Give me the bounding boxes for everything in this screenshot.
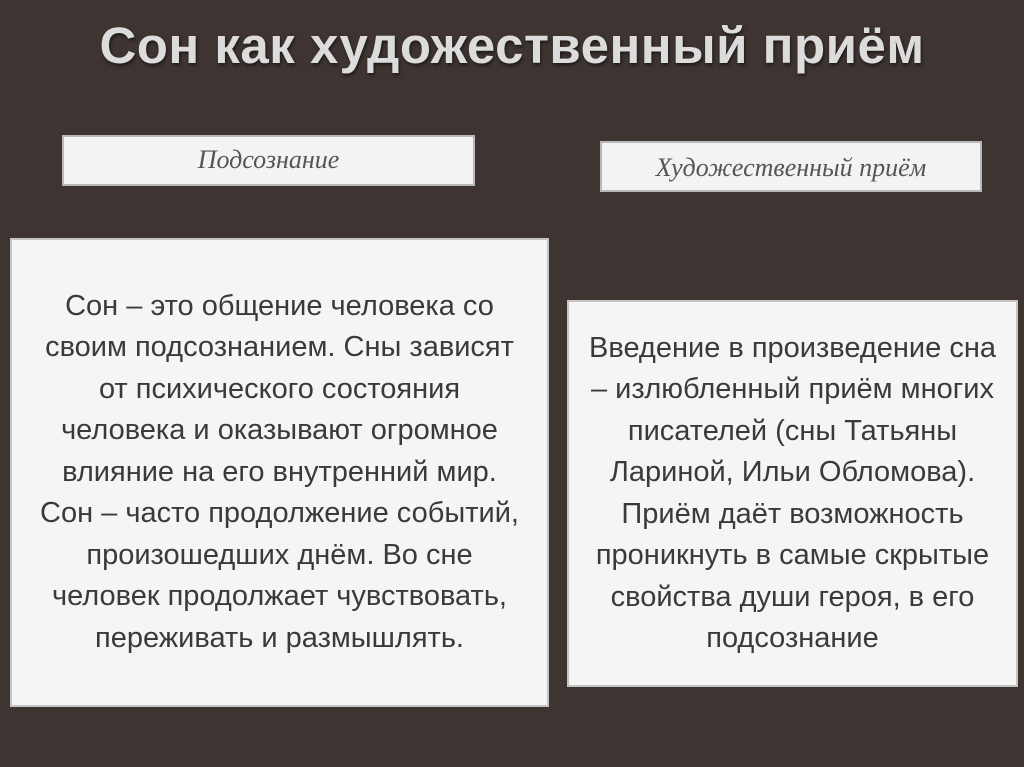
- label-artistic-device: [600, 141, 982, 192]
- label-subconscious-text: Подсознание: [197, 145, 340, 174]
- label-artistic-device-text: Художественный приём: [655, 152, 927, 182]
- subconscious-description-text: Сон – это общение человека со своим подсознанием. Сны зависят от психического состояния человека и оказывают огромное влияние на его внутренний мир. Сон – часто продолжение событий, произошедших днём. Во сне человек продолжает чувствовать, переживать и размышлять.: [40, 289, 519, 654]
- label-subconscious: [62, 135, 475, 186]
- subconscious-description-box: [10, 238, 549, 707]
- slide-title: Сон как художественный приём: [99, 17, 925, 74]
- artistic-device-description-box: [567, 300, 1018, 687]
- artistic-device-description-text: Введение в произведение сна – излюбленный приём многих писателей (сны Татьяны Лариной, Ильи Обломова). Приём даёт возможность проникнуть в самые скрытые свойства души героя, в его подсознание: [589, 331, 996, 654]
